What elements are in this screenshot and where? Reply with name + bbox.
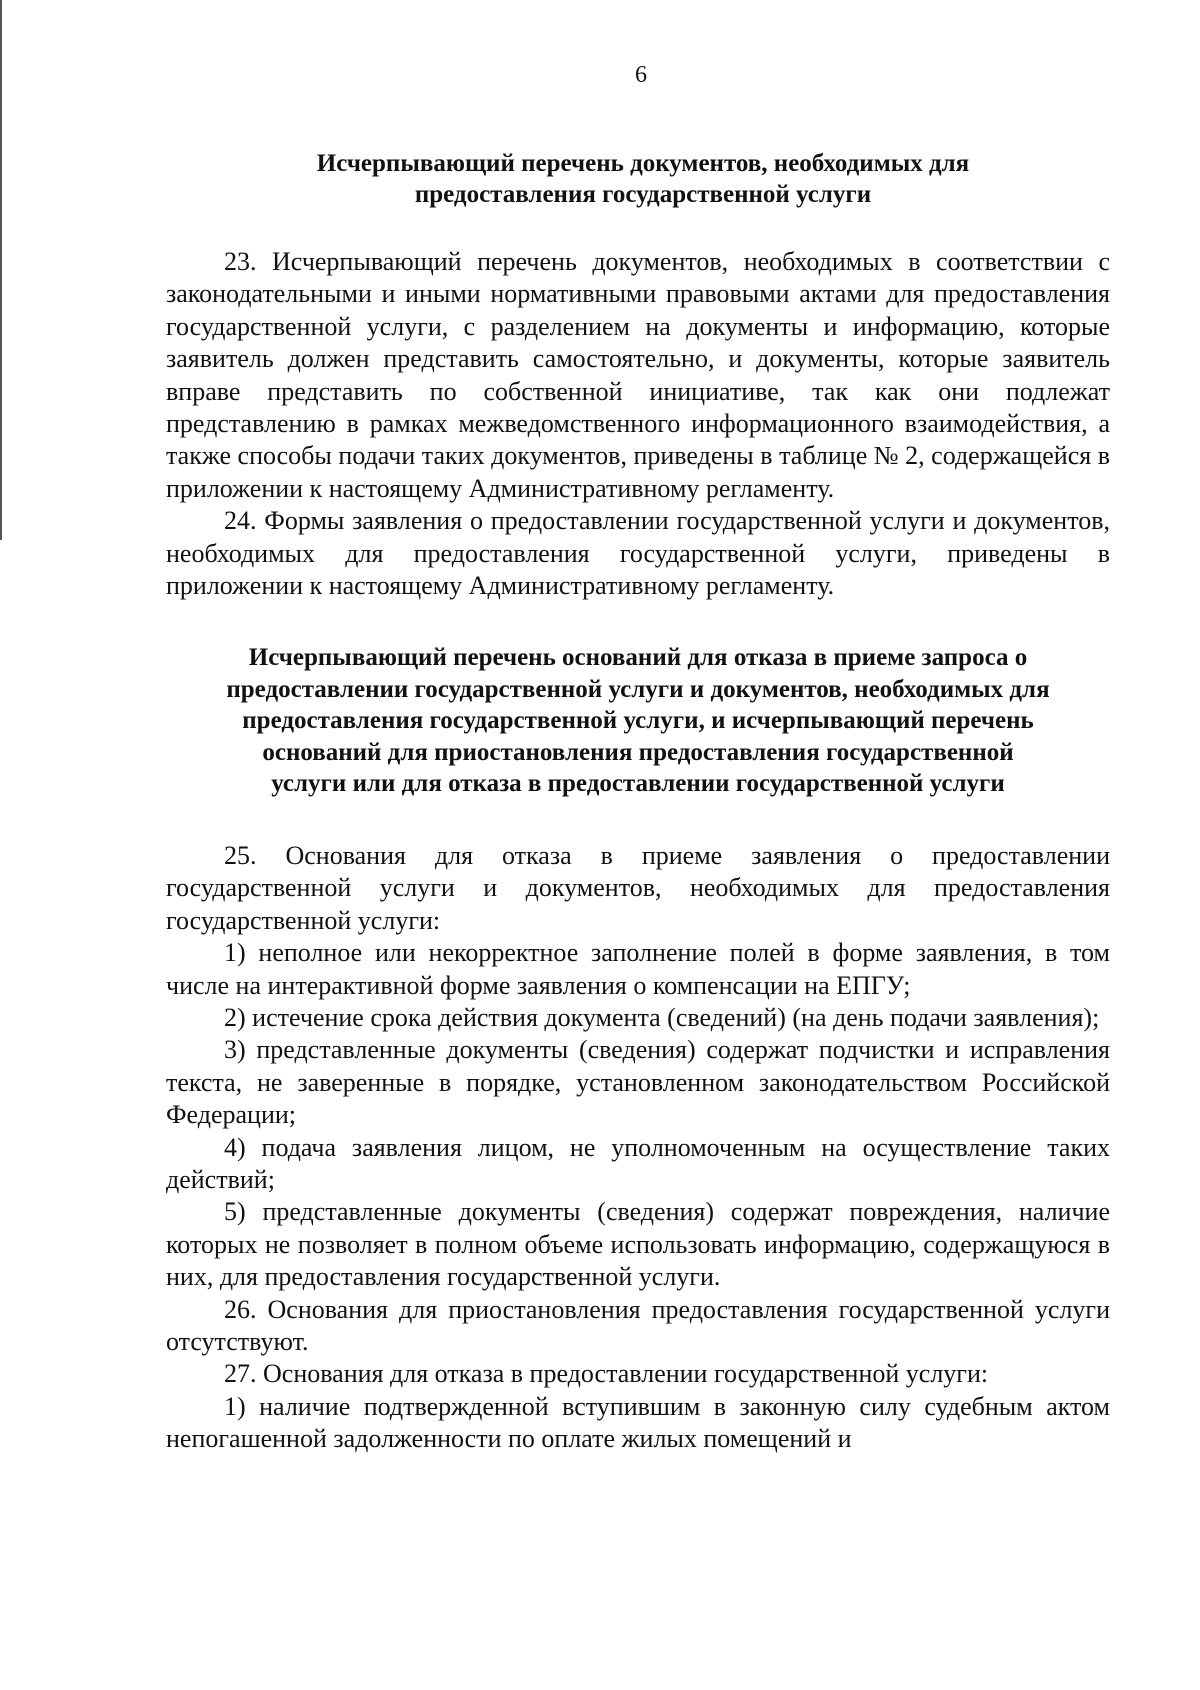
heading-line: предоставлении государственной услуги и документов, необходимых для xyxy=(226,675,1050,703)
list-item-25-2: 2) истечение срока действия документа (сведений) (на день подачи заявления); xyxy=(224,1003,1100,1032)
heading-line: Исчерпывающий перечень оснований для отказа в приеме запроса о xyxy=(248,644,1028,672)
paragraph-24: 24. Формы заявления о предоставлении государственной услуги и документов, необходимых для предоставления государственной услуги, приведены в приложении к настоящему Административному регламенту. xyxy=(166,506,1110,601)
heading-line: предоставления государственной услуги xyxy=(414,181,872,208)
list-item-27-1: 1) наличие подтвержденной вступившим в законную силу судебным актом непогашенной задолженности по оплате жилых помещений и xyxy=(166,1391,1110,1454)
section-heading-documents xyxy=(176,148,1110,210)
paragraph-27: 27. Основания для отказа в предоставлении государственной услуги: xyxy=(224,1359,989,1389)
paragraph-26: 26. Основания для приостановления предоставления государственной услуги отсутствуют. xyxy=(166,1294,1110,1357)
document-body xyxy=(166,148,1110,1456)
list-item-25-1: 1) неполное или некорректное заполнение полей в форме заявления, в том числе на интерактивной форме заявления о компенсации на ЕПГУ; xyxy=(166,938,1110,1000)
list-item-25-3: 3) представленные документы (сведения) содержат подчистки и исправления текста, не заверенные в порядке, установленном законодательством Российской Федерации; xyxy=(166,1035,1110,1130)
heading-line: Исчерпывающий перечень документов, необходимых для xyxy=(316,150,970,177)
paragraph-23: 23. Исчерпывающий перечень документов, необходимых в соответствии с законодательными и иными нормативными правовыми актами для предоставления государственной услуги, с разделением на документы и информацию, которые заявитель должен представить самостоятельно, и документы, которые заявитель вправе представить по собственной инициативе, так как они подлежат представлению в рамках межведомственного информационного взаимодействия, а также способы подачи таких документов, приведены в таблице № 2, содержащейся в приложении к настоящему Административному регламенту. xyxy=(166,247,1110,503)
heading-line: услуги или для отказа в предоставлении государственной услуги xyxy=(271,770,1005,798)
list-item-25-5: 5) представленные документы (сведения) содержат повреждения, наличие которых не позволяет в полном объеме использовать информацию, содержащуюся в них, для предоставления государственной услуги. xyxy=(166,1197,1110,1292)
section-heading-refusal-grounds xyxy=(166,642,1110,800)
page-number: 6 xyxy=(635,62,647,88)
heading-line: оснований для приостановления предоставления государственной xyxy=(262,738,1014,766)
paragraph-25: 25. Основания для отказа в приеме заявления о предоставлении государственной услуги и документов, необходимых для предоставления государственной услуги: xyxy=(166,840,1110,935)
list-item-25-4: 4) подача заявления лицом, не уполномоченным на осуществление таких действий; xyxy=(166,1132,1110,1195)
heading-line: предоставления государственной услуги, и исчерпывающий перечень xyxy=(242,707,1034,735)
